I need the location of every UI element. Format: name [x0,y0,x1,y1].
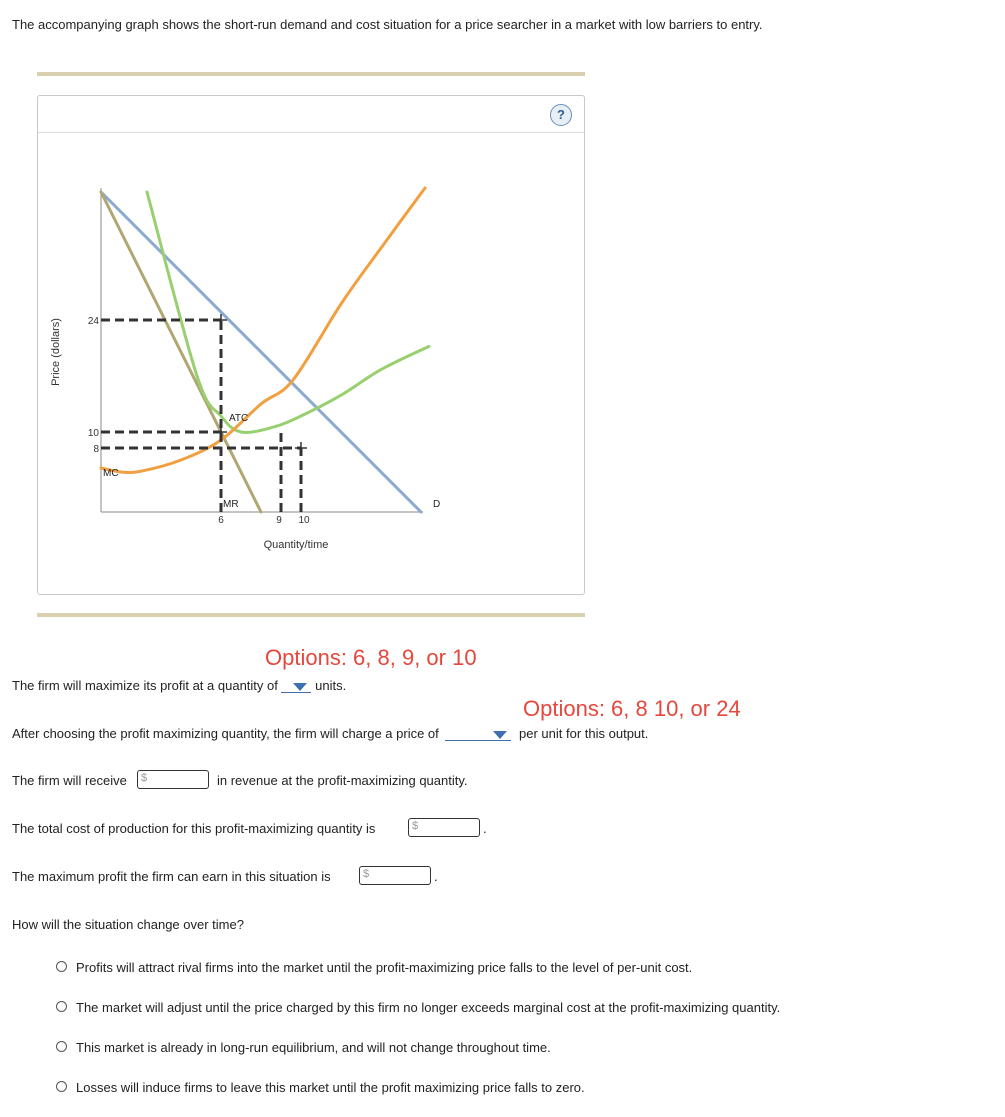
q3-before: The firm will receive [12,773,127,788]
bottom-divider [37,613,585,617]
option-1-label[interactable]: Profits will attract rival firms into the market until the profit-maximizing price falls to the level of per-unit cost. [76,960,693,975]
option-4-label[interactable]: Losses will induce firms to leave this market until the profit maximizing price falls to zero. [76,1080,585,1095]
q4-before: The total cost of production for this profit-maximizing quantity is [12,821,376,836]
radio-option-2[interactable] [56,1001,67,1012]
y-tick-label: 24 [87,316,99,327]
q5-before: The maximum profit the firm can earn in this situation is [12,869,331,884]
q2-before: After choosing the profit maximizing quantity, the firm will charge a price of [12,726,439,741]
price-options-note: Options: 6, 8 10, or 24 [523,696,741,721]
option-2-label[interactable]: The market will adjust until the price charged by this firm no longer exceeds marginal cost at the profit-maximizing quantity. [76,1000,781,1015]
quantity-options-note: Options: 6, 8, 9, or 10 [265,645,477,670]
atc-curve [147,192,429,432]
total-cost-input[interactable] [408,818,480,837]
dropdown-arrow-icon [493,731,507,739]
demand-curve [101,192,421,512]
q4-after: . [483,821,487,836]
graph-panel [37,95,585,595]
x-tick-label: 10 [298,515,310,526]
price-dropdown[interactable] [445,728,511,741]
q6-prompt: How will the situation change over time? [12,917,244,932]
option-3-label[interactable]: This market is already in long-run equilibrium, and will not change throughout time. [76,1040,551,1055]
q5-after: . [434,869,438,884]
currency-symbol: $ [412,820,419,832]
chart[interactable] [38,96,584,594]
mc-label: MC [103,468,119,479]
x-axis-label: Quantity/time [263,539,329,551]
y-axis-label: Price (dollars) [50,318,62,386]
x-tick-label: 6 [218,515,224,526]
help-icon[interactable]: ? [550,104,572,126]
revenue-input[interactable] [137,770,209,789]
y-tick-label: 10 [87,428,99,439]
profit-input[interactable] [359,866,431,885]
q2-text [12,726,648,741]
dropdown-arrow-icon [293,683,307,691]
currency-symbol: $ [363,868,370,880]
q1-before: The firm will maximize its profit at a quantity of [12,678,278,693]
x-tick-label: 9 [276,515,282,526]
intro-text: The accompanying graph shows the short-run demand and cost situation for a price searcher in a market with low barriers to entry. [12,17,763,32]
mr-curve [101,192,261,512]
q1-text [12,678,346,693]
q3-after: in revenue at the profit-maximizing quantity. [217,773,468,788]
currency-symbol: $ [141,772,148,784]
radio-option-1[interactable] [56,961,67,972]
q2-after: per unit for this output. [519,726,649,741]
radio-option-3[interactable] [56,1041,67,1052]
radio-option-4[interactable] [56,1081,67,1092]
mr-label: MR [223,499,239,511]
atc-label: ATC [229,412,249,424]
quantity-dropdown[interactable] [281,680,311,693]
top-divider [37,72,585,76]
q1-after: units. [315,678,347,693]
y-tick-label: 8 [93,444,99,455]
demand-label: D [433,499,441,511]
